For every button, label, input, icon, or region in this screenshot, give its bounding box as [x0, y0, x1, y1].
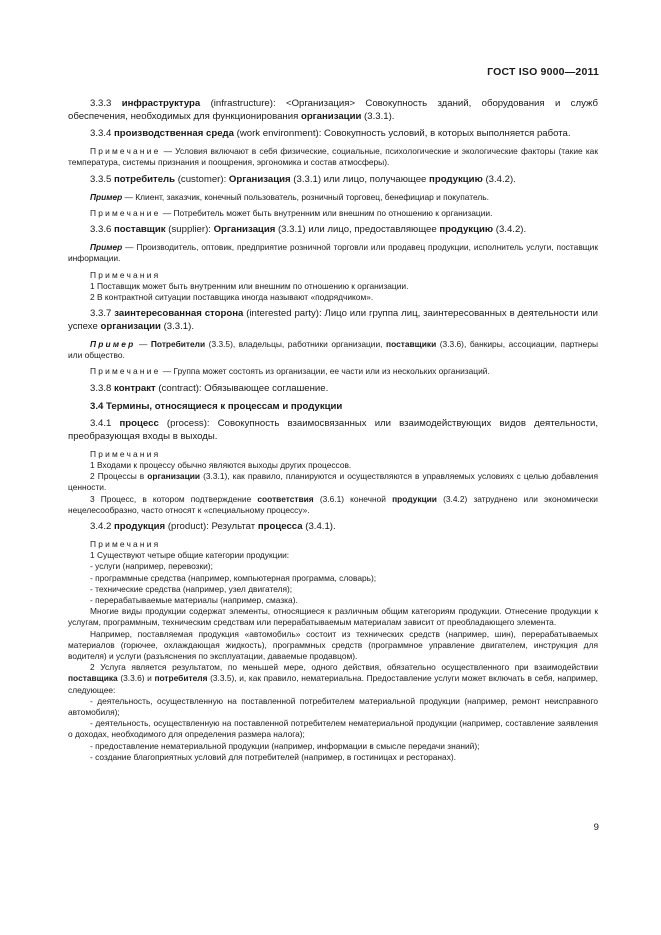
text-run: Примечание: [90, 146, 161, 157]
term-paragraph: [68, 308, 598, 333]
page-number: 9: [593, 822, 599, 833]
text-run: (3.3.1).: [361, 110, 395, 122]
text-run: 3.4.2: [90, 521, 115, 533]
bold-term: контракт: [114, 382, 156, 394]
note-paragraph: [68, 208, 598, 219]
text-run: Например, поставляемая продукция «автомобиль» состоит из технических средств (например, шин), перерабатываемых материалов (горючее, охлаждающая жидкость), программных средств (программное управление двигателем, инструкция для водителя) и услуги (разъяснения по эксплуатации, даваемые продавцом).: [68, 628, 598, 661]
note-paragraph: [68, 629, 598, 663]
text-run: 2 Услуга является результатом, по меньшей мере, одного действия, обязательно осуществленного при взаимодействии: [90, 662, 598, 673]
text-run: 3 Процесс, в котором подтверждение: [90, 493, 258, 504]
term-paragraph: [68, 521, 598, 534]
text-run: 1 Входами к процессу обычно являются выходы других процессов.: [90, 459, 352, 470]
text-run: - предоставление нематериальной продукции (например, информации в смысле передачи знаний);: [90, 740, 480, 751]
text-run: 3.3.3: [90, 98, 122, 109]
text-run: 3.3.4: [90, 128, 115, 140]
note-paragraph: [68, 752, 598, 763]
note-paragraph: [68, 539, 598, 550]
text-run: — Производитель, оптовик, предприятие розничной торговли или продавец продукции, исполнитель услуги, поставщик информации.: [68, 242, 598, 264]
bold-term: Потребители: [150, 338, 206, 349]
text-run: (3.6.1) конечной: [313, 493, 393, 504]
text-run: — Группа может состоять из организации, ее части или из нескольких организаций.: [160, 366, 490, 377]
text-run: (process): Совокупность взаимосвязанных или взаимодействующих видов деятельности, преобразующая входы в выходы.: [68, 418, 598, 442]
term-paragraph: [68, 98, 598, 123]
text-run: 3.3.7: [90, 308, 115, 320]
bold-term: поставщики: [386, 338, 437, 349]
text-run: (product): Результат: [165, 521, 258, 533]
text-run: 2 В контрактной ситуации поставщика иногда называют «подрядчиком».: [90, 292, 374, 303]
term-paragraph: [68, 174, 598, 187]
text-run: (3.3.1) или лицо, предоставляющее: [275, 224, 440, 236]
note-paragraph: [68, 561, 598, 572]
text-run: Примечание: [90, 207, 161, 218]
bold-term: потребитель: [114, 173, 176, 185]
text-run: (3.3.1).: [160, 321, 194, 333]
note-paragraph: [68, 471, 598, 493]
note-paragraph: [68, 242, 598, 264]
note-paragraph: [68, 192, 598, 203]
text-run: (customer):: [175, 173, 229, 185]
text-run: (3.3.6), банкиры, ассоциации, партнеры или общество.: [68, 338, 598, 361]
note-paragraph: [68, 741, 598, 752]
bold-term: продукция: [114, 521, 166, 533]
text-run: (3.3.5), владельцы, работники организации,: [205, 338, 387, 349]
bold-term: процесса: [257, 521, 303, 533]
note-paragraph: [68, 595, 598, 606]
text-run: 3.3.8: [90, 382, 115, 394]
text-run: Примечания: [90, 448, 161, 459]
text-run: — Клиент, заказчик, конечный пользователь, розничный торговец, бенефициар и покупатель.: [122, 191, 489, 202]
text-run: (work environment): Совокупность условий, в которых выполняется работа.: [233, 128, 571, 140]
note-paragraph: [68, 292, 598, 303]
text-run: - деятельность, осуществленную на поставленной потребителем нематериальной продукции (например, составление заявления о доходах, необходимого для определения размера налога);: [68, 718, 598, 740]
text-run: (3.4.2) затруднено или экономически нецелесообразно, часто относят к «специальному процессу».: [68, 493, 598, 515]
text-run: - услуги (например, перевозки);: [90, 561, 213, 572]
bold-term: Организация: [213, 224, 276, 236]
note-paragraph: [68, 281, 598, 292]
text-run: — Потребитель может быть внутренним или внешним по отношению к организации.: [160, 207, 493, 218]
text-run: 1 Существуют четыре общие категории продукции:: [90, 550, 290, 561]
text-run: Примечания: [90, 269, 161, 280]
note-paragraph: [68, 584, 598, 595]
bold-term: Пример: [90, 191, 123, 202]
text-run: (supplier):: [165, 224, 214, 236]
note-paragraph: [68, 662, 598, 696]
bold-term: организации: [100, 321, 161, 333]
note-paragraph: [68, 494, 598, 516]
bold-term: производственная среда: [114, 128, 234, 140]
bold-term: поставщика: [68, 673, 118, 684]
text-run: - программные средства (например, компьютерная программа, словарь);: [90, 572, 377, 583]
text-run: (3.3.1), как правило, планируются и осуществляются в управляемых условиях с целью добавления ценности.: [68, 471, 598, 493]
text-run: (3.4.2).: [493, 224, 527, 236]
term-paragraph: [68, 383, 598, 396]
note-paragraph: [68, 146, 598, 168]
document-body: [68, 98, 598, 763]
bold-term: организации: [147, 471, 201, 482]
section-heading: [68, 401, 598, 414]
text-run: (interested party): Лицо или группа лиц, заинтересованных в деятельности или успехе: [68, 308, 598, 333]
note-paragraph: [68, 718, 598, 740]
text-run: 1 Поставщик может быть внутренним или внешним по отношению к организации.: [90, 280, 409, 291]
bold-term: потребителя: [154, 673, 208, 684]
term-paragraph: [68, 418, 598, 443]
text-run: —: [135, 338, 151, 349]
text-run: (contract): Обязывающее соглашение.: [155, 382, 329, 394]
text-run: (3.3.6) и: [117, 673, 155, 684]
note-paragraph: [68, 366, 598, 377]
bold-term: организации: [300, 110, 362, 122]
bold-term: Пример: [90, 242, 123, 253]
text-run: (3.3.5), и, как правило, нематериальна. Предоставление услуги может включать в себя, например, следующее:: [68, 673, 598, 695]
note-paragraph: [68, 606, 598, 628]
text-run: - технические средства (например, узел двигателя);: [90, 583, 293, 594]
term-paragraph: [68, 128, 598, 141]
bold-term: процесс: [119, 418, 159, 430]
text-run: 2 Процессы в: [90, 471, 148, 482]
text-run: — Условия включают в себя физические, социальные, психологические и экологические факторы (такие как температура, системы признания и поощрения, эргономика и состав атмосферы).: [68, 146, 598, 168]
text-run: - создание благоприятных условий для потребителей (например, в гостиницах и ресторанах).: [90, 751, 456, 762]
text-run: (3.4.1).: [302, 521, 336, 533]
bold-term: продукцию: [439, 224, 494, 236]
bold-term: продукцию: [429, 173, 483, 185]
text-run: 3.4 Термины, относящиеся к процессам и продукции: [90, 400, 343, 412]
bold-term: поставщик: [114, 224, 166, 236]
note-paragraph: [68, 696, 598, 718]
note-paragraph: [68, 460, 598, 471]
note-paragraph: [68, 270, 598, 281]
bold-term: Пример: [90, 338, 136, 349]
bold-term: инфраструктура: [121, 98, 201, 109]
text-run: Многие виды продукции содержат элементы, относящиеся к различным общим категориям продукции. Отнесение продукции к услугам, программным, техническим средствам или перерабатываемым материалам зависит от преобладающего элемента.: [68, 606, 598, 628]
text-run: 3.4.1: [90, 418, 120, 430]
text-run: 3.3.6: [90, 224, 115, 236]
bold-term: Организация: [228, 173, 291, 185]
text-run: - деятельность, осуществленную на поставленной потребителем материальной продукции (например, ремонт неисправного автомобиля);: [68, 695, 598, 718]
standard-header: ГОСТ ISO 9000—2011: [487, 66, 599, 78]
text-run: 3.3.5: [90, 173, 115, 185]
note-paragraph: [68, 449, 598, 460]
text-run: (3.3.1) или лицо, получающее: [290, 173, 430, 185]
text-run: Примечания: [90, 538, 161, 549]
text-run: (infrastructure): <Организация> Совокупность зданий, оборудования и служб обеспечения, необходимых для функционирования: [68, 98, 598, 122]
note-paragraph: [68, 339, 598, 361]
text-run: (3.4.2).: [482, 173, 516, 185]
bold-term: заинтересованная сторона: [114, 308, 244, 320]
note-paragraph: [68, 573, 598, 584]
text-run: Примечание: [90, 366, 161, 377]
term-paragraph: [68, 224, 598, 237]
text-run: - перерабатываемые материалы (например, смазка).: [90, 594, 298, 605]
bold-term: продукции: [392, 493, 437, 504]
bold-term: соответствия: [257, 493, 314, 504]
note-paragraph: [68, 550, 598, 561]
